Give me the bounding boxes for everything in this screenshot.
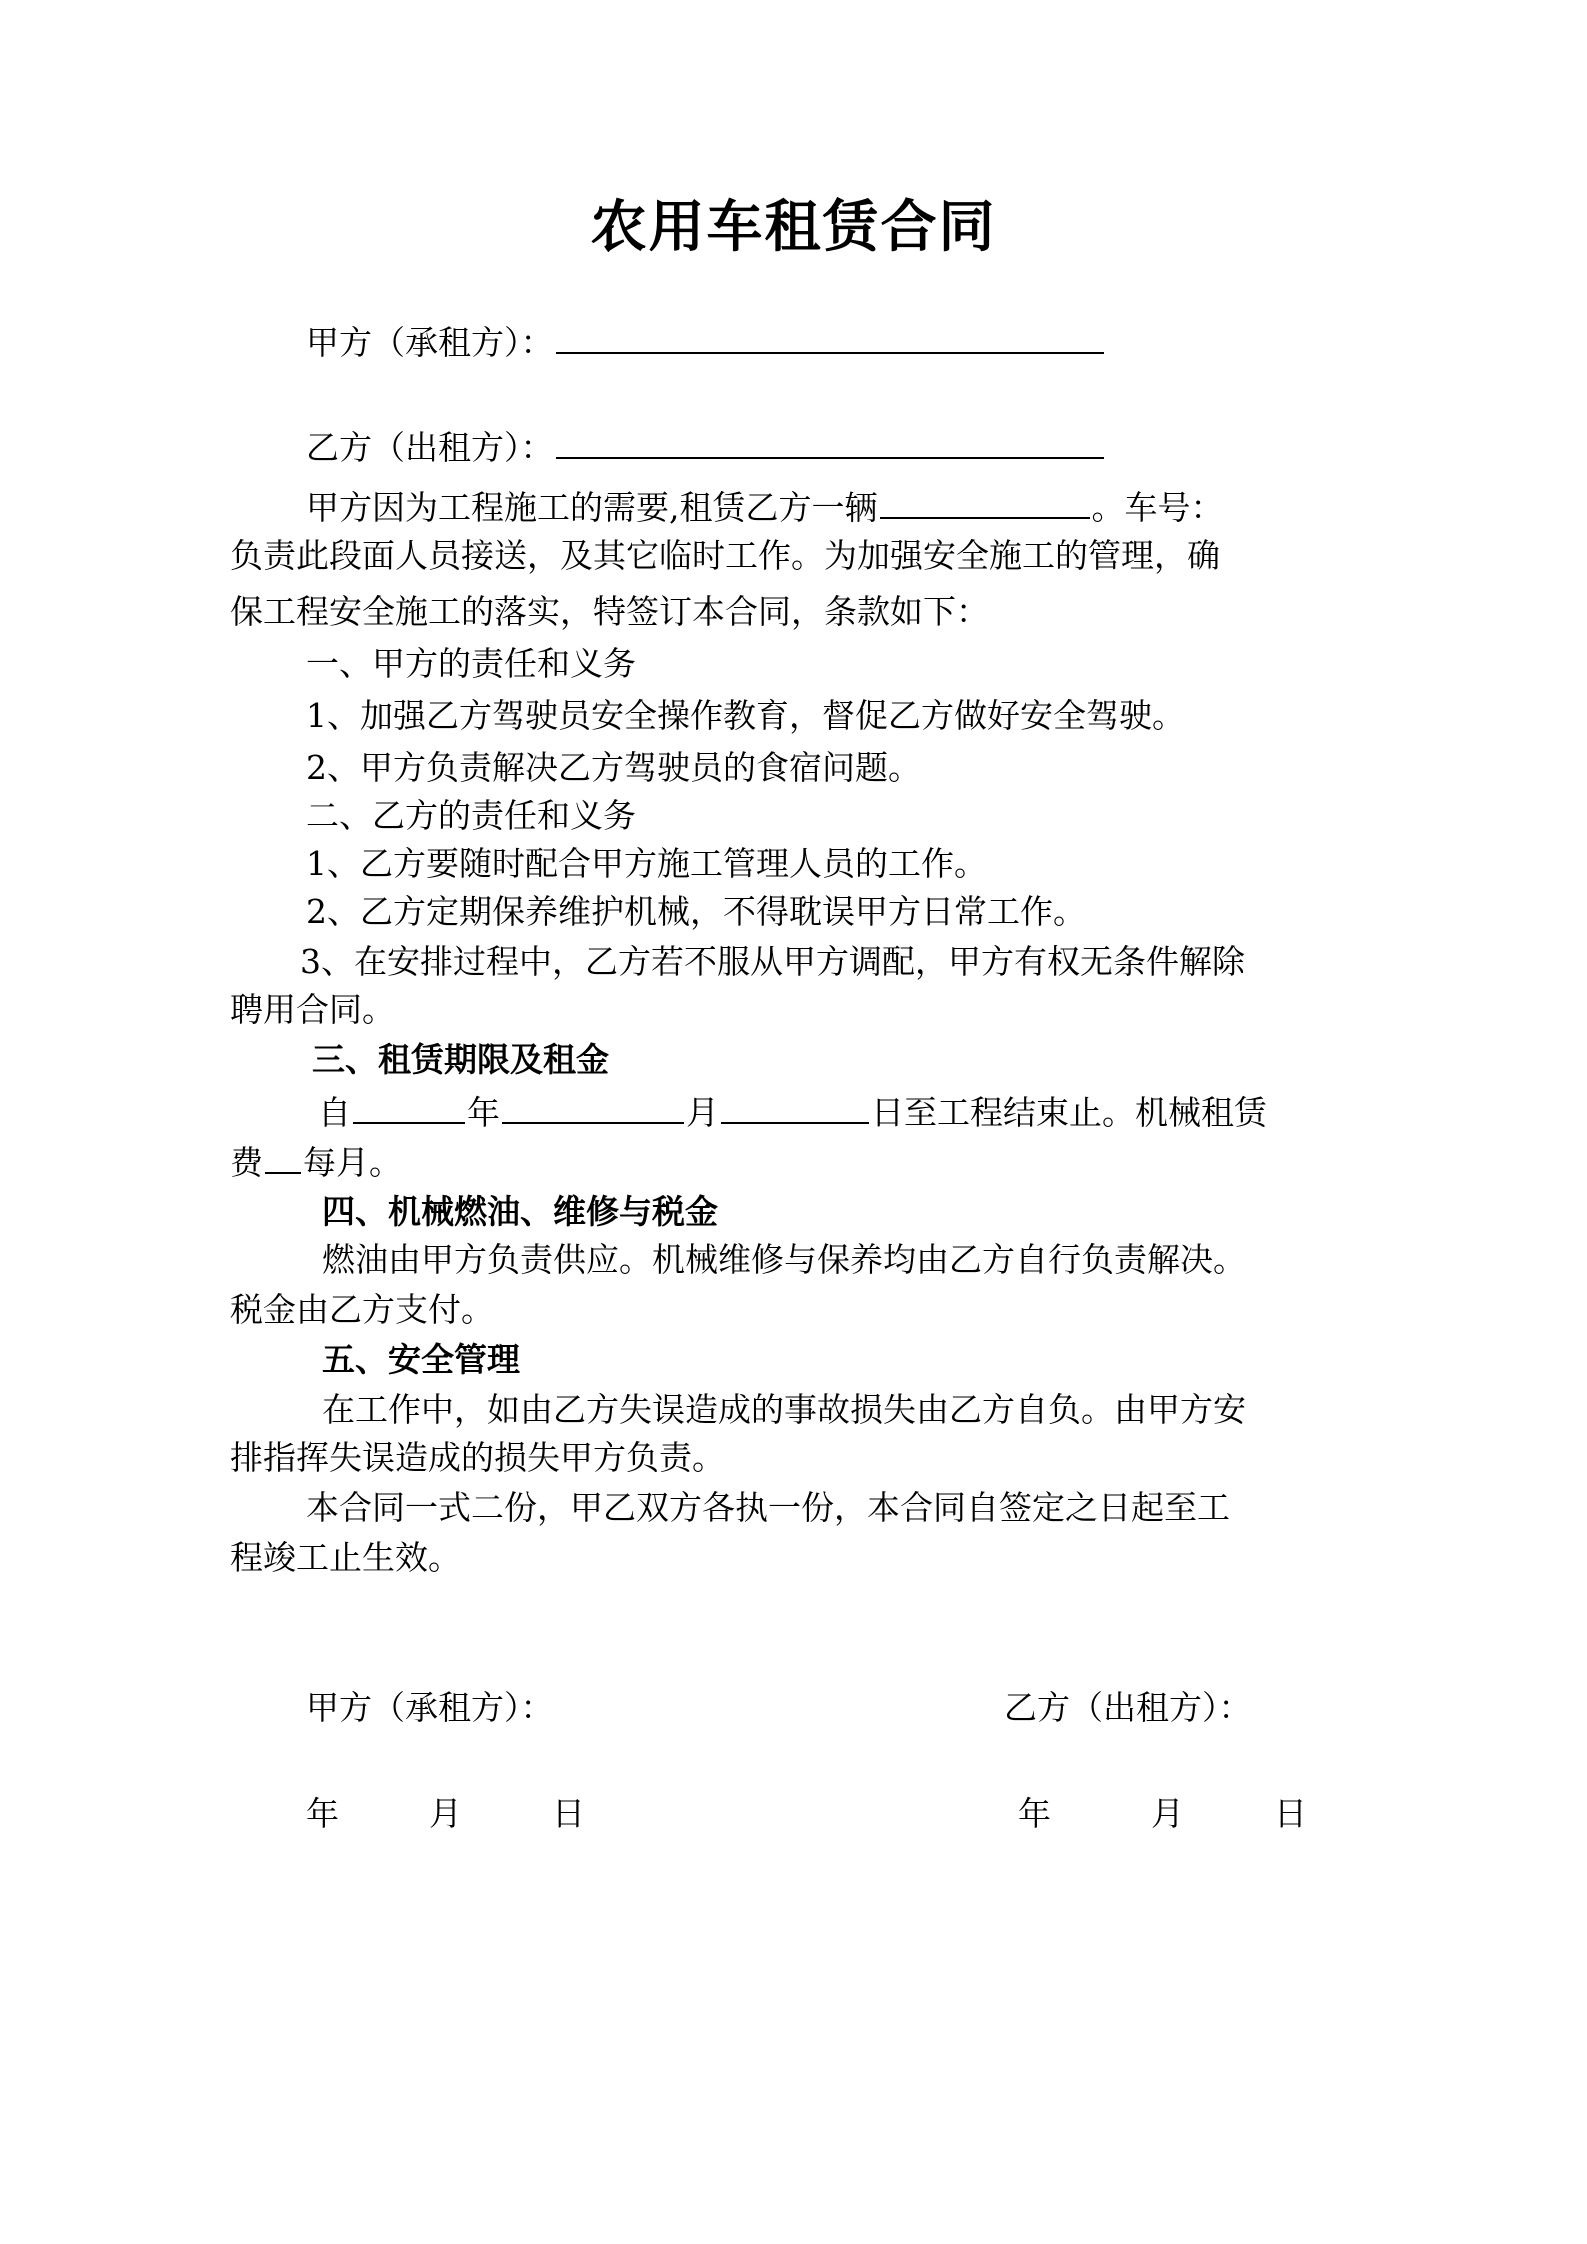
date-b-year: 年 <box>1018 1794 1051 1833</box>
date-b-day: 日 <box>1274 1794 1307 1833</box>
party-b-blank[interactable] <box>556 423 1104 459</box>
fee-prefix: 费 <box>230 1143 263 1182</box>
party-b-row <box>306 423 1106 472</box>
section-2-heading: 二、乙方的责任和义务 <box>306 796 636 835</box>
term-month: 月 <box>686 1093 719 1132</box>
term-day-end: 日至工程结束止。机械租赁 <box>871 1093 1267 1132</box>
party-a-label: 甲方（承租方）： <box>306 323 554 362</box>
signature-party-a-date <box>306 1790 585 1838</box>
intro-line-1 <box>306 483 1224 532</box>
section-5-line-2: 排指挥失误造成的损失甲方负责。 <box>230 1438 725 1477</box>
page-title: 农用车租赁合同 <box>590 195 997 260</box>
section-2-item-3-line-2: 聘用合同。 <box>230 990 395 1029</box>
intro-line-3: 保工程安全施工的落实，特签订本合同，条款如下： <box>230 592 989 631</box>
signature-party-a-label: 甲方（承租方）： <box>306 1688 554 1727</box>
party-a-row <box>306 318 1106 367</box>
date-a-month: 月 <box>429 1794 462 1833</box>
start-day-blank[interactable] <box>721 1088 869 1124</box>
section-3-heading: 三、租赁期限及租金 <box>312 1040 609 1079</box>
term-from: 自 <box>318 1093 351 1132</box>
start-year-blank[interactable] <box>353 1088 465 1124</box>
signature-party-b-date <box>1018 1790 1307 1838</box>
section-2-item-1: 1、乙方要随时配合甲方施工管理人员的工作。 <box>306 844 987 883</box>
closing-line-1: 本合同一式二份，甲乙双方各执一份，本合同自签定之日起至工 <box>306 1488 1230 1527</box>
term-year: 年 <box>467 1093 500 1132</box>
section-4-heading: 四、机械燃油、维修与税金 <box>322 1192 718 1231</box>
section-2-item-3-line-1: 3、在安排过程中，乙方若不服从甲方调配，甲方有权无条件解除 <box>300 942 1245 981</box>
date-a-day: 日 <box>552 1794 585 1833</box>
section-4-line-1: 燃油由甲方负责供应。机械维修与保养均由乙方自行负责解决。 <box>322 1240 1246 1279</box>
date-b-month: 月 <box>1151 1794 1184 1833</box>
section-4-line-2: 税金由乙方支付。 <box>230 1290 494 1329</box>
start-month-blank[interactable] <box>502 1088 684 1124</box>
section-2-item-2: 2、乙方定期保养维护机械，不得耽误甲方日常工作。 <box>306 892 1086 931</box>
party-a-blank[interactable] <box>556 318 1104 354</box>
fee-suffix: 每月。 <box>303 1143 402 1182</box>
section-1-item-1: 1、加强乙方驾驶员安全操作教育，督促乙方做好安全驾驶。 <box>306 696 1185 735</box>
signature-party-b-label: 乙方（出租方）： <box>1004 1688 1252 1727</box>
fee-blank[interactable] <box>265 1138 301 1174</box>
intro-line-2: 负责此段面人员接送，及其它临时工作。为加强安全施工的管理，确 <box>230 536 1220 575</box>
section-1-item-2: 2、甲方负责解决乙方驾驶员的食宿问题。 <box>306 748 921 787</box>
intro-line-1-after: 。车号： <box>1091 488 1224 527</box>
party-b-label: 乙方（出租方）： <box>306 428 554 467</box>
section-1-heading: 一、甲方的责任和义务 <box>306 644 636 683</box>
closing-line-2: 程竣工止生效。 <box>230 1538 461 1577</box>
section-5-heading: 五、安全管理 <box>322 1340 520 1379</box>
section-5-line-1: 在工作中，如由乙方失误造成的事故损失由乙方自负。由甲方安 <box>322 1390 1246 1429</box>
intro-line-1-before: 甲方因为工程施工的需要,租赁乙方一辆 <box>306 488 878 527</box>
section-3-fee-line <box>230 1138 402 1187</box>
section-3-term-line <box>318 1088 1267 1137</box>
vehicle-blank[interactable] <box>880 483 1090 519</box>
date-a-year: 年 <box>306 1794 339 1833</box>
